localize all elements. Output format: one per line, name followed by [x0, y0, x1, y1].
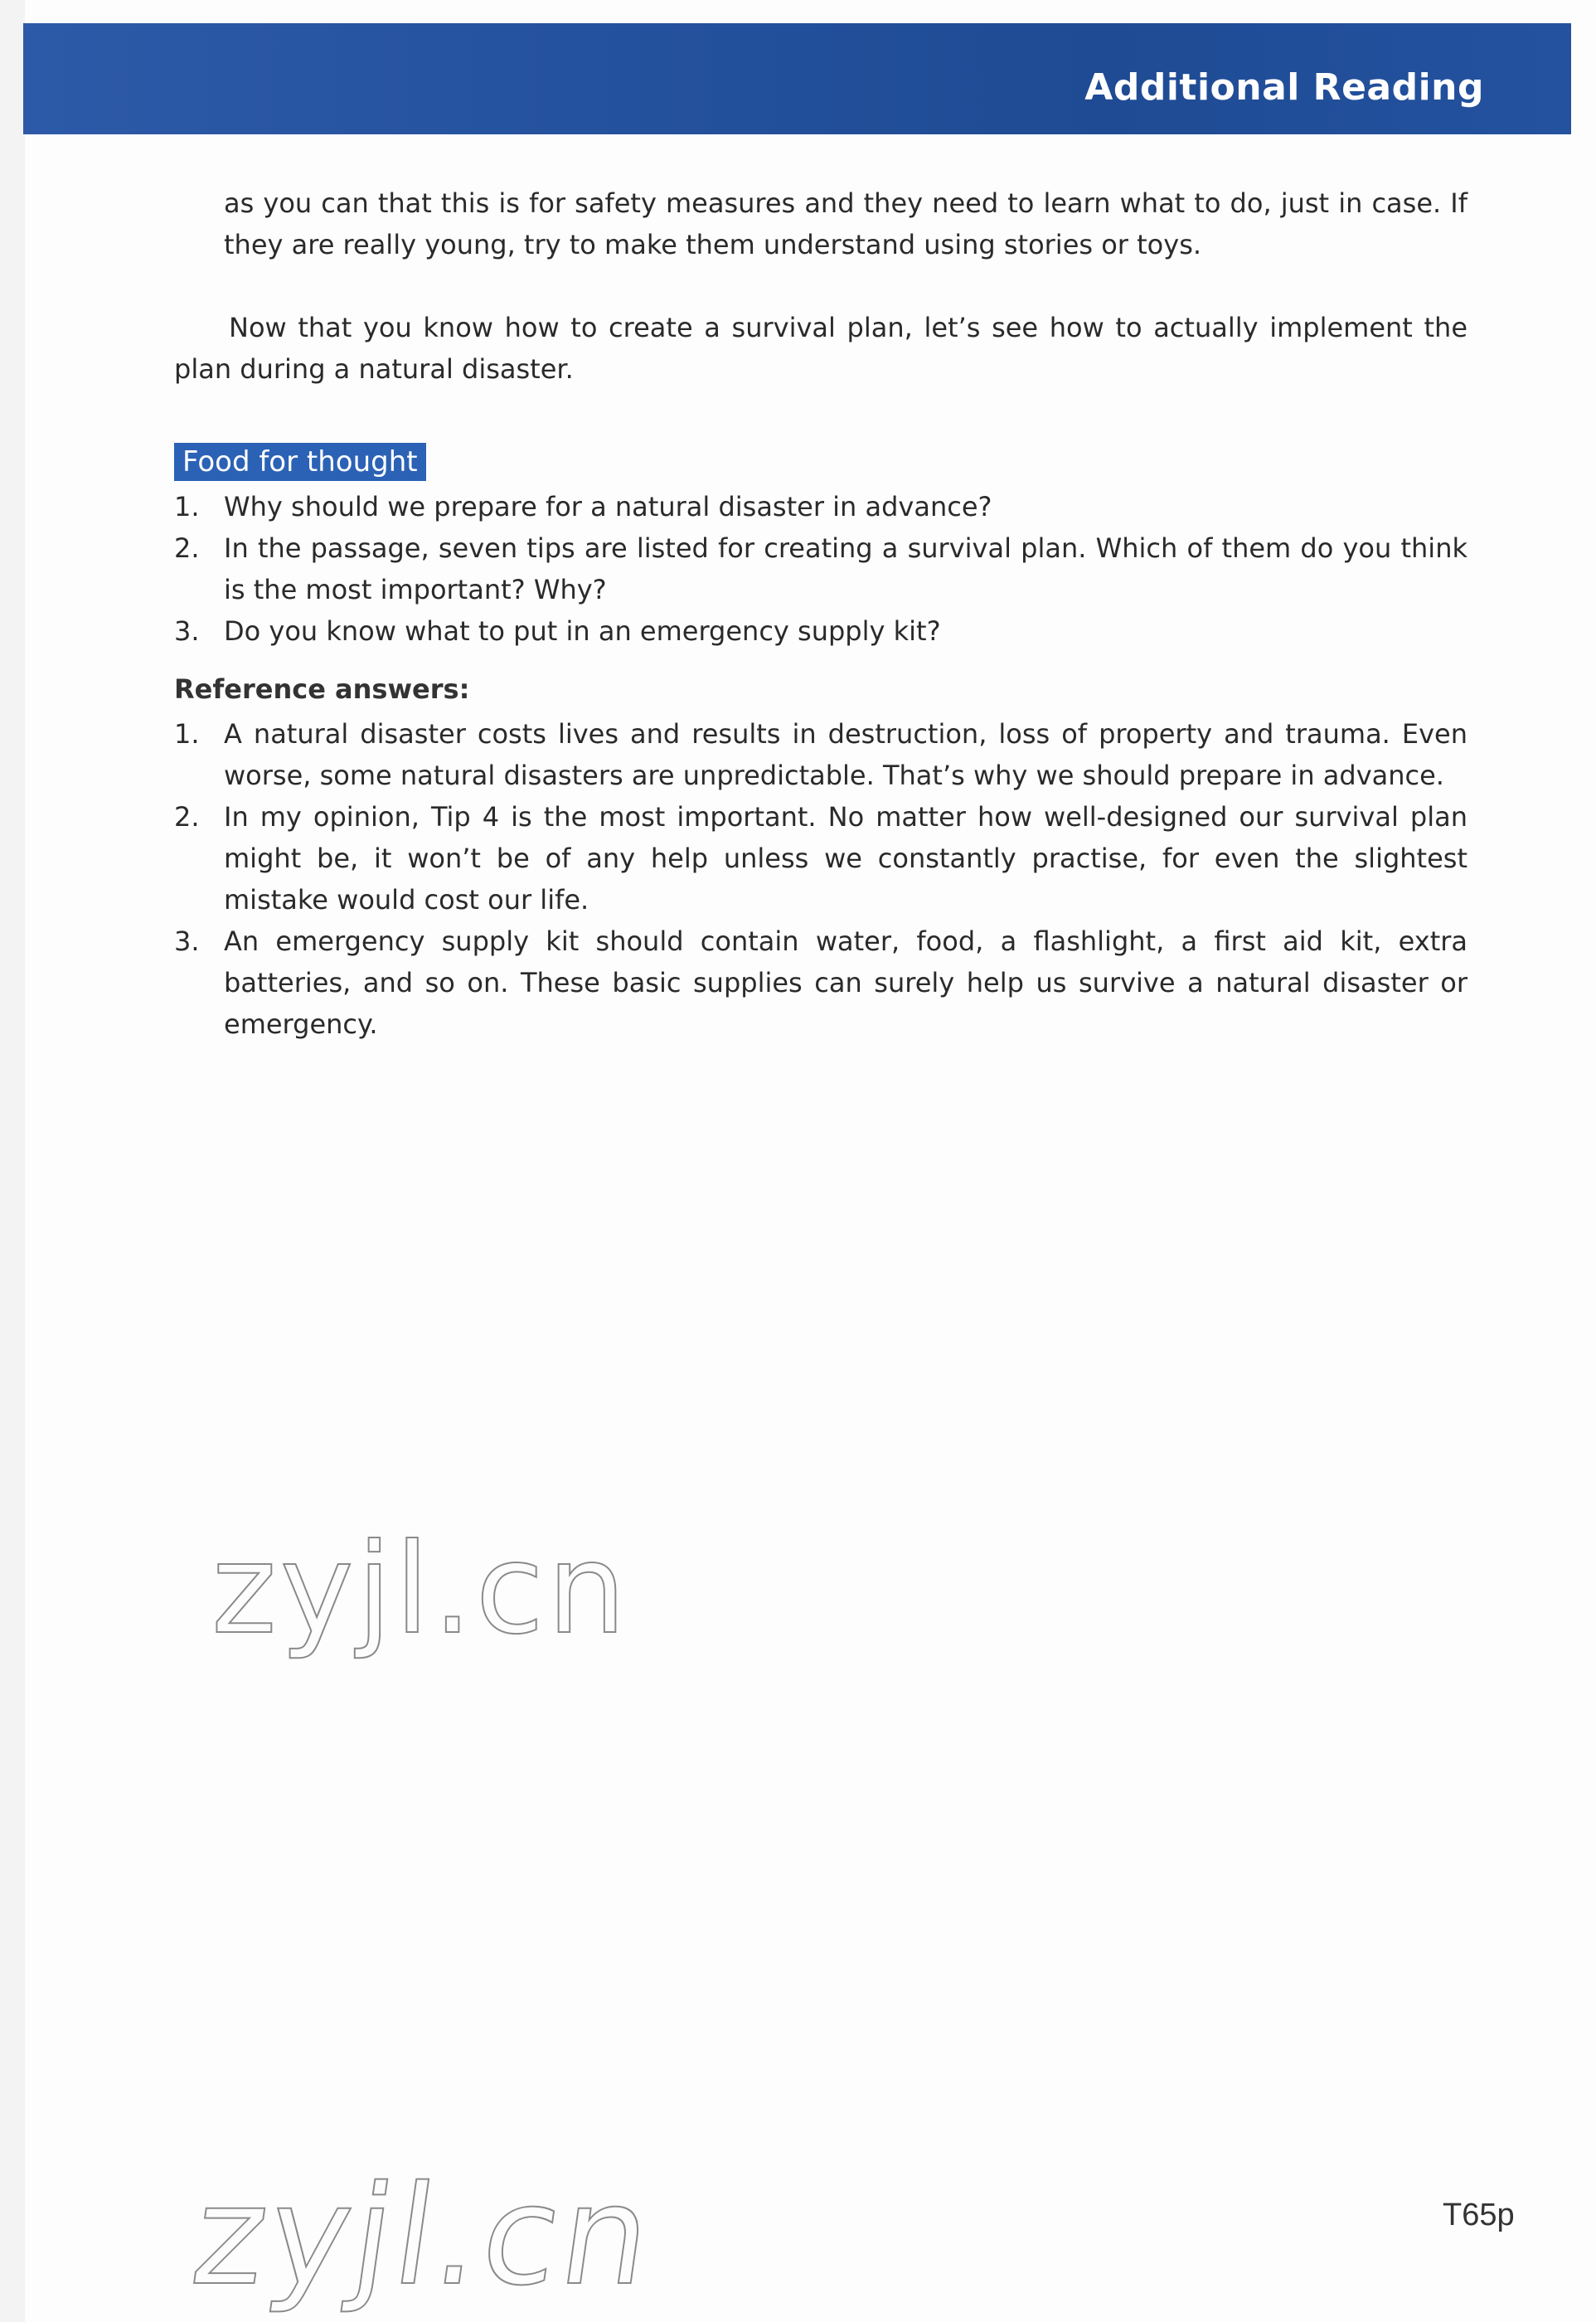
transition-paragraph: Now that you know how to create a survival plan, let’s see how to actually implement the plan during a natural disaster. [174, 312, 1467, 385]
list-item [174, 921, 1467, 1045]
answer-text: An emergency supply kit should contain water, food, a flashlight, a first aid kit, extra batteries, and so on. These basic supplies can surely help us survive a natural disaster or emergency. [224, 925, 1467, 1040]
item-number: 1. [174, 491, 200, 522]
item-number: 1. [174, 718, 200, 750]
page-edge [0, 0, 25, 2322]
item-number: 2. [174, 532, 200, 564]
food-for-thought-label: Food for thought [174, 443, 426, 481]
item-number: 3. [174, 615, 200, 647]
watermark: zyjl.cn [183, 2156, 664, 2315]
list-item [174, 527, 1467, 610]
question-text: In the passage, seven tips are listed for creating a survival plan. Which of them do you think is the most important? Why? [224, 532, 1467, 605]
item-number: 3. [174, 925, 200, 957]
section-title: Additional Reading [1084, 66, 1484, 109]
watermark: zyjl.cn [211, 1518, 630, 1662]
list-item [174, 610, 1467, 652]
list-item [174, 713, 1467, 796]
item-number: 2. [174, 801, 200, 833]
continuation-paragraph: as you can that this is for safety measures and they need to learn what to do, just in case. If they are really young, try to make them understand using stories or toys. [224, 187, 1467, 260]
answer-list [174, 713, 1467, 1045]
list-item [174, 796, 1467, 921]
reference-answers-heading: Reference answers: [174, 673, 470, 705]
food-for-thought-section [174, 441, 1467, 652]
page-number: T65p [1443, 2198, 1515, 2232]
list-item [174, 486, 1467, 527]
question-list [174, 486, 1467, 652]
question-text: Why should we prepare for a natural disaster in advance? [224, 491, 992, 522]
answer-text: A natural disaster costs lives and results in destruction, loss of property and trauma. Even worse, some natural disasters are unpredictable. That’s why we should prepare in advance. [224, 718, 1467, 791]
answer-text: In my opinion, Tip 4 is the most important. No matter how well-designed our survival plan might be, it won’t be of any help unless we constantly practise, for even the slightest mistake would cost our life. [224, 801, 1467, 916]
page-content [174, 182, 1467, 1045]
question-text: Do you know what to put in an emergency supply kit? [224, 615, 941, 647]
